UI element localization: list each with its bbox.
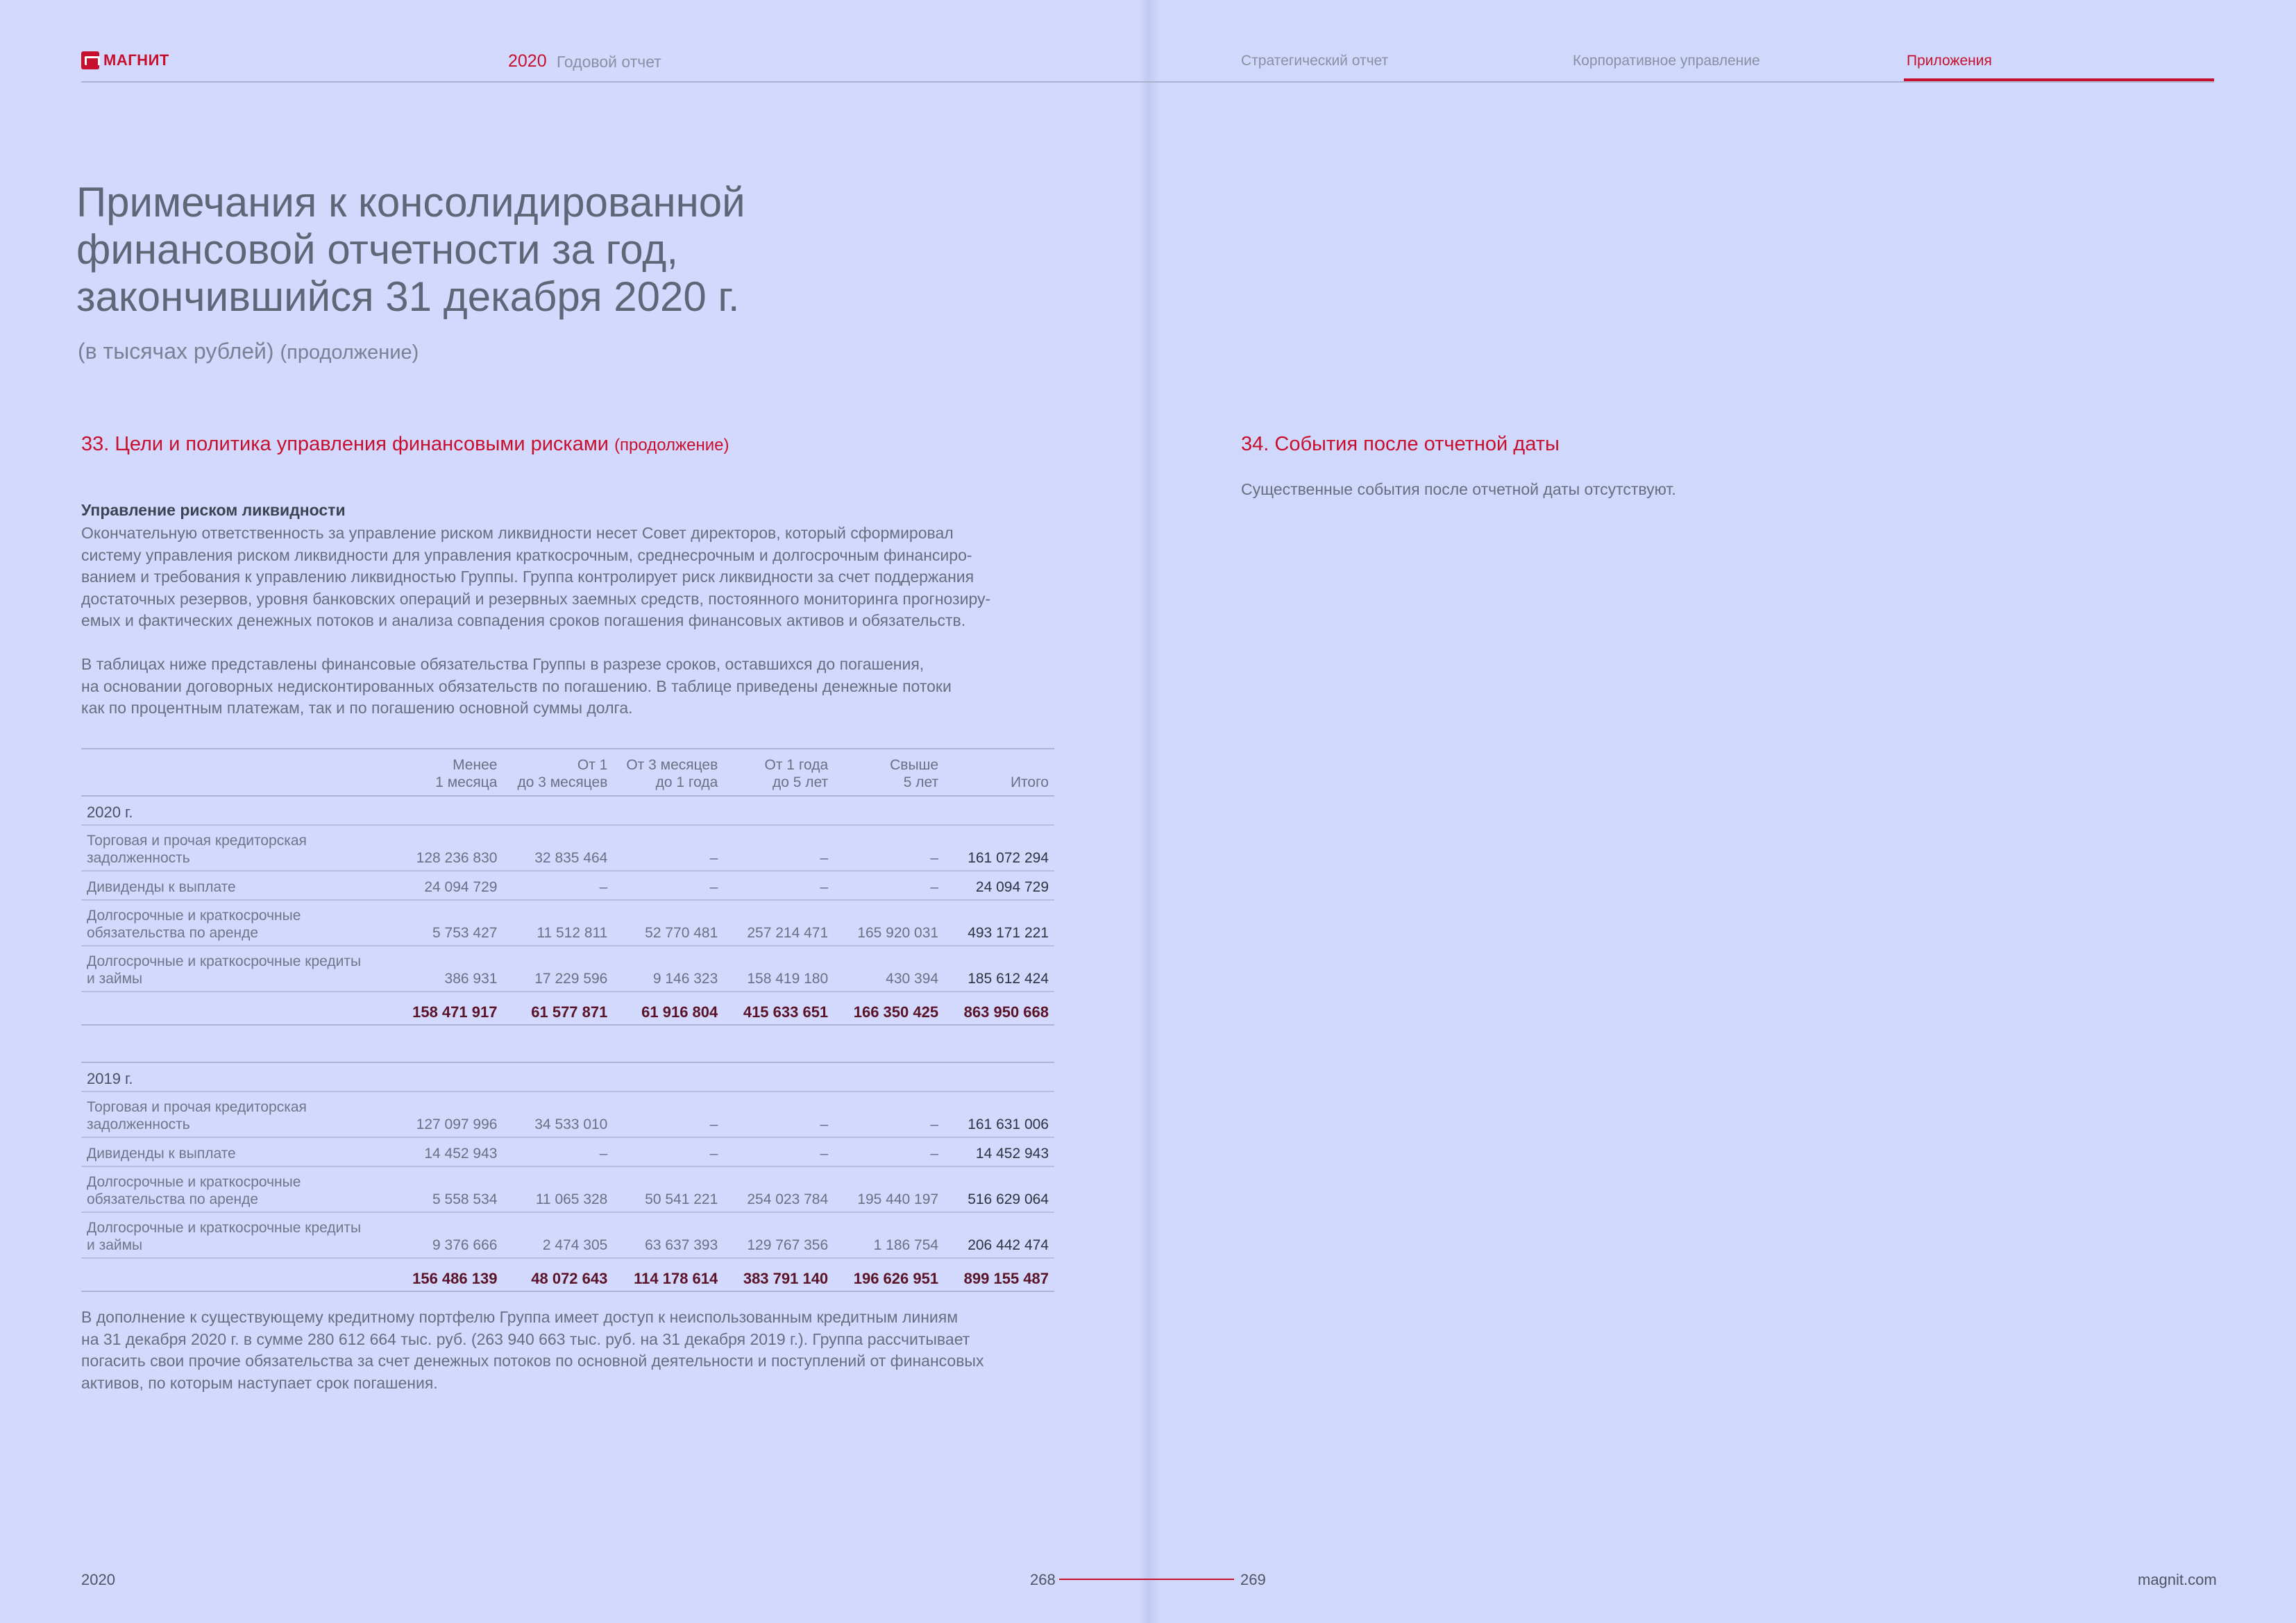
footer-year: 2020 [81,1571,115,1588]
total-cell: 61 577 871 [503,992,613,1025]
table-row [81,900,1054,946]
cell-total: 161 631 006 [944,1091,1054,1137]
para3-line: активов, по которым наступает срок погашения. [81,1373,438,1392]
section-33-title-continued: (продолжение) [614,436,729,454]
cell-total: 14 452 943 [944,1137,1054,1166]
maturity-table [81,748,1054,1292]
row-label: Торговая и прочая кредиторская задолженность [81,825,393,871]
subtitle-units: (в тысячах рублей) [78,339,274,364]
cell: 11 512 811 [503,900,613,946]
row-label: Торговая и прочая кредиторская задолженность [81,1091,393,1137]
total-cell: 156 486 139 [393,1258,503,1291]
table-year-row [81,796,1054,825]
year-label: 2019 г. [81,1062,1054,1091]
cell: – [723,825,834,871]
total-cell: 166 350 425 [834,992,944,1025]
cell-total: 185 612 424 [944,946,1054,992]
page-number-left: 268 [1030,1571,1056,1588]
liquidity-paragraph-2 [81,654,1053,720]
nav-active-underline [1904,78,2214,81]
liquidity-paragraph-1 [81,522,1053,632]
column-header: Итого [944,749,1054,796]
row-label: Долгосрочные и краткосрочные кредиты и займы [81,946,393,992]
cell: 127 097 996 [393,1091,503,1137]
total-cell: 61 916 804 [613,992,723,1025]
cell: 11 065 328 [503,1166,613,1212]
cell-total: 206 442 474 [944,1212,1054,1258]
cell: – [613,1137,723,1166]
nav-appendices[interactable]: Приложения [1907,53,1992,69]
cell: – [834,1137,944,1166]
para3-line: В дополнение к существующему кредитному портфелю Группа имеет доступ к неиспользованным кредитным линиям [81,1308,959,1326]
cell: 1 186 754 [834,1212,944,1258]
cell: – [613,825,723,871]
cell: 17 229 596 [503,946,613,992]
footer-page-rule [1059,1579,1234,1580]
title-line-2: финансовой отчетности за год, [76,226,678,273]
row-label: Дивиденды к выплате [81,1137,393,1166]
header-rule-left [81,81,1148,83]
total-cell: 383 791 140 [723,1258,834,1291]
section-34-text: Существенные события после отчетной даты отсутствуют. [1241,480,1676,498]
table-total-row [81,992,1054,1025]
cell-total: 161 072 294 [944,825,1054,871]
page-title [76,179,909,321]
header-rule-right [1148,81,2214,83]
column-header: От 1 года до 5 лет [723,749,834,796]
table-row [81,946,1054,992]
cell: – [503,871,613,900]
para1-line: достаточных резервов, уровня банковских операций и резервных заемных средств, постоянного мониторинга прогнозиру- [81,589,991,608]
nav-strategic-report[interactable]: Стратегический отчет [1241,53,1389,69]
total-cell: 863 950 668 [944,992,1054,1025]
cell: 165 920 031 [834,900,944,946]
table-row [81,1137,1054,1166]
cell: – [503,1137,613,1166]
para3-line: на 31 декабря 2020 г. в сумме 280 612 664 тыс. руб. (263 940 663 тыс. руб. на 31 декабря 2019 г.). Группа рассчитывает [81,1329,970,1348]
brand-name: МАГНИТ [103,51,169,69]
table-spacer [81,1025,1054,1062]
table-row [81,1166,1054,1212]
column-header: Свыше 5 лет [834,749,944,796]
subtitle-continued: (продолжение) [280,341,419,364]
year-label: 2020 г. [81,796,1054,825]
table-year-row [81,1062,1054,1091]
header-year: 2020 [508,51,547,71]
header-report-name: Годовой отчет [557,53,661,71]
row-label: Долгосрочные и краткосрочные кредиты и займы [81,1212,393,1258]
footer-site-link[interactable]: magnit.com [2138,1571,2217,1588]
column-header: Менее 1 месяца [393,749,503,796]
liquidity-table [81,748,1054,1292]
section-34-title: 34. События после отчетной даты [1241,433,1560,455]
section-33-title-text: 33. Цели и политика управления финансовыми рисками [81,433,609,455]
para1-line: Окончательную ответственность за управление риском ликвидности несет Совет директоров, который сформировал [81,524,954,542]
cell: 5 753 427 [393,900,503,946]
cell: 52 770 481 [613,900,723,946]
table-row [81,1212,1054,1258]
row-label: Долгосрочные и краткосрочные обязательства по аренде [81,1166,393,1212]
cell-total: 516 629 064 [944,1166,1054,1212]
cell-total: 493 171 221 [944,900,1054,946]
nav-corporate-governance[interactable]: Корпоративное управление [1573,53,1760,69]
cell: 63 637 393 [613,1212,723,1258]
table-row [81,1091,1054,1137]
row-label: Долгосрочные и краткосрочные обязательства по аренде [81,900,393,946]
column-header: От 3 месяцев до 1 года [613,749,723,796]
title-line-3: закончившийся 31 декабря 2020 г. [76,273,740,320]
total-cell: 114 178 614 [613,1258,723,1291]
table-row [81,871,1054,900]
column-header: От 1 до 3 месяцев [503,749,613,796]
cell: 32 835 464 [503,825,613,871]
cell: – [723,1091,834,1137]
cell: 128 236 830 [393,825,503,871]
right-page [1148,0,2296,1623]
cell: 50 541 221 [613,1166,723,1212]
cell: 254 023 784 [723,1166,834,1212]
credit-lines-paragraph [81,1307,1053,1394]
cell: 386 931 [393,946,503,992]
para3-line: погасить свои прочие обязательства за счет денежных потоков по основной деятельности и поступлений от финансовых [81,1352,984,1370]
total-cell: 899 155 487 [944,1258,1054,1291]
total-cell: 158 471 917 [393,992,503,1025]
cell: – [613,1091,723,1137]
para1-line: систему управления риском ликвидности для управления краткосрочным, среднесрочным и долгосрочным финансиро- [81,545,972,564]
cell: 430 394 [834,946,944,992]
total-label-empty [81,992,393,1025]
section-33-title [81,433,729,456]
magnit-logo-icon [81,51,99,69]
table-header-empty [81,749,393,796]
table-header-row [81,749,1054,796]
cell: 2 474 305 [503,1212,613,1258]
table-total-row [81,1258,1054,1291]
total-label-empty [81,1258,393,1291]
total-cell: 415 633 651 [723,992,834,1025]
cell: 9 376 666 [393,1212,503,1258]
para2-line: как по процентным платежам, так и по погашению основной суммы долга. [81,699,633,717]
cell-total: 24 094 729 [944,871,1054,900]
cell: 34 533 010 [503,1091,613,1137]
page-number-right: 269 [1240,1571,1266,1588]
cell: – [723,1137,834,1166]
cell: – [834,825,944,871]
cell: 24 094 729 [393,871,503,900]
total-cell: 48 072 643 [503,1258,613,1291]
cell: 14 452 943 [393,1137,503,1166]
cell: 195 440 197 [834,1166,944,1212]
brand-logo[interactable] [81,51,169,69]
cell: 5 558 534 [393,1166,503,1212]
para1-line: емых и фактических денежных потоков и анализа совпадения сроков погашения финансовых активов и обязательств. [81,611,966,629]
cell: 257 214 471 [723,900,834,946]
liquidity-risk-heading: Управление риском ликвидности [81,501,346,519]
para1-line: ванием и требования к управлению ликвидностью Группы. Группа контролирует риск ликвидности за счет поддержания [81,568,974,586]
table-row [81,825,1054,871]
page-subtitle [78,339,419,364]
para2-line: на основании договорных недисконтированных обязательств по погашению. В таблице приведены денежные потоки [81,677,952,695]
total-cell: 196 626 951 [834,1258,944,1291]
para2-line: В таблицах ниже представлены финансовые обязательства Группы в разрезе сроков, оставшихся до погашения, [81,655,925,673]
cell: – [834,1091,944,1137]
cell: 158 419 180 [723,946,834,992]
cell: – [723,871,834,900]
cell: 9 146 323 [613,946,723,992]
cell: 129 767 356 [723,1212,834,1258]
page-spine [1138,0,1159,1623]
title-line-1: Примечания к консолидированной [76,179,745,226]
cell: – [613,871,723,900]
row-label: Дивиденды к выплате [81,871,393,900]
cell: – [834,871,944,900]
